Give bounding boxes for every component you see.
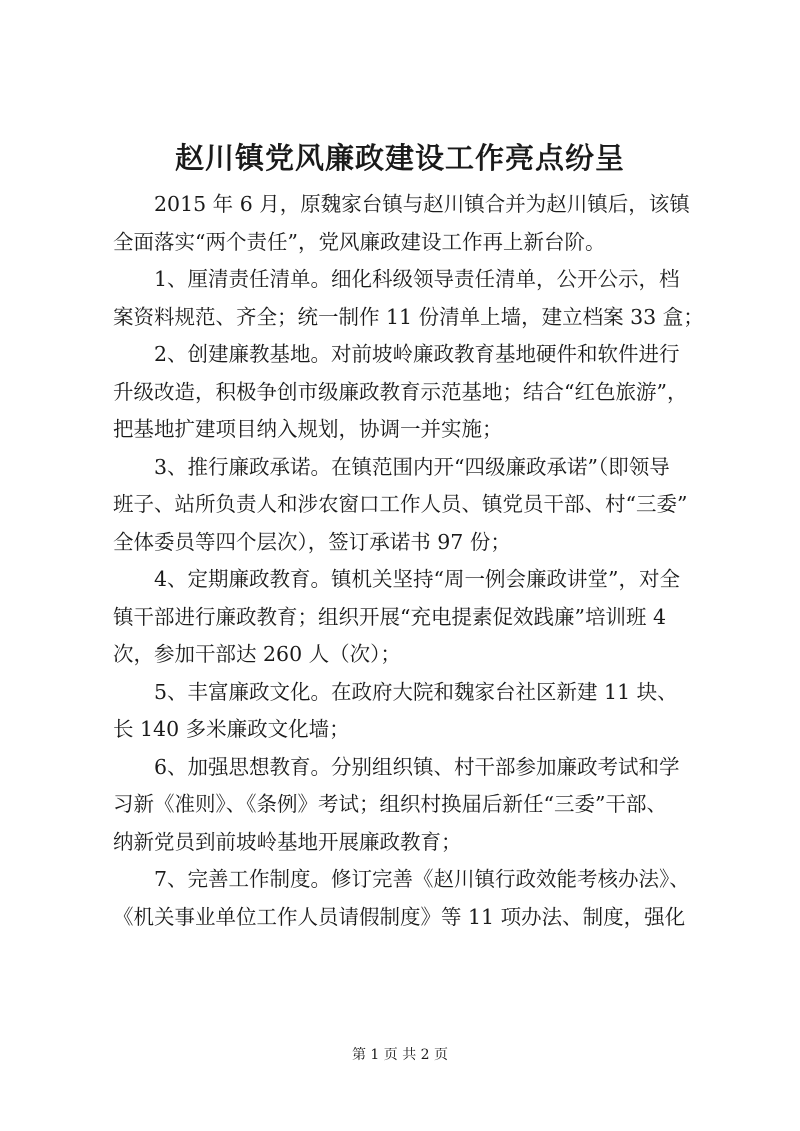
paragraph-line: 5、丰富廉政文化。在政府大院和魏家台社区新建 11 块、: [154, 679, 678, 704]
paragraph-line: 全面落实“两个责任”，党风廉政建设工作再上新台阶。: [113, 229, 606, 254]
paragraph: [113, 336, 703, 449]
paragraph-line: 全体委员等四个层次），签订承诺书 97 份；: [113, 529, 511, 554]
paragraph: [113, 749, 703, 862]
paragraph-line: 次，参加干部达 260 人（次）；: [113, 642, 401, 666]
page-footer: 第 1 页 共 2 页: [351, 1047, 449, 1063]
paragraph-line: 班子、站所负责人和涉农窗口工作人员、镇党员干部、村“三委”: [113, 492, 688, 516]
paragraph-line: 7、完善工作制度。修订完善《赵川镇行政效能考核办法》、: [154, 867, 690, 891]
paragraph-line: 3、推行廉政承诺。在镇范围内开“四级廉政承诺”（即领导: [154, 454, 670, 479]
paragraph-line: 把基地扩建项目纳入规划，协调一并实施；: [113, 417, 503, 441]
paragraph: [113, 561, 703, 674]
paragraph: [113, 861, 703, 936]
paragraph-line: 纳新党员到前坡岭基地开展廉政教育；: [113, 829, 462, 854]
paragraph-line: 4、定期廉政教育。镇机关坚持“周一例会廉政讲堂”，对全: [154, 567, 681, 591]
paragraph-line: 《机关事业单位工作人员请假制度》等 11 项办法、制度，强化: [113, 904, 686, 929]
paragraph: [113, 674, 703, 749]
document-title: 赵川镇党风廉政建设工作亮点纷呈: [174, 141, 625, 175]
paragraph-line: 1、厘清责任清单。细化科级领导责任清单，公开公示，档: [154, 267, 680, 291]
paragraph-line: 习新《准则》、《条例》考试；组织村换届后新任“三委”干部、: [113, 792, 667, 816]
paragraph-line: 2015 年 6 月，原魏家台镇与赵川镇合并为赵川镇后，该镇: [154, 192, 690, 216]
paragraph-line: 镇干部进行廉政教育；组织开展“充电提素促效践廉”培训班 4: [113, 604, 667, 629]
paragraph: [113, 261, 703, 336]
paragraph-line: 6、加强思想教育。分别组织镇、村干部参加廉政考试和学: [154, 754, 680, 779]
paragraph: [113, 449, 703, 562]
document-body: [113, 186, 703, 936]
paragraph-line: 升级改造，积极争创市级廉政教育示范基地；结合“红色旅游”，: [113, 379, 688, 404]
paragraph-line: 长 140 多米廉政文化墙；: [113, 717, 350, 741]
paragraph-line: 案资料规范、齐全；统一制作 11 份清单上墙，建立档案 33 盒；: [113, 304, 704, 329]
paragraph: [113, 186, 703, 261]
paragraph-line: 2、创建廉教基地。对前坡岭廉政教育基地硬件和软件进行: [154, 342, 680, 366]
